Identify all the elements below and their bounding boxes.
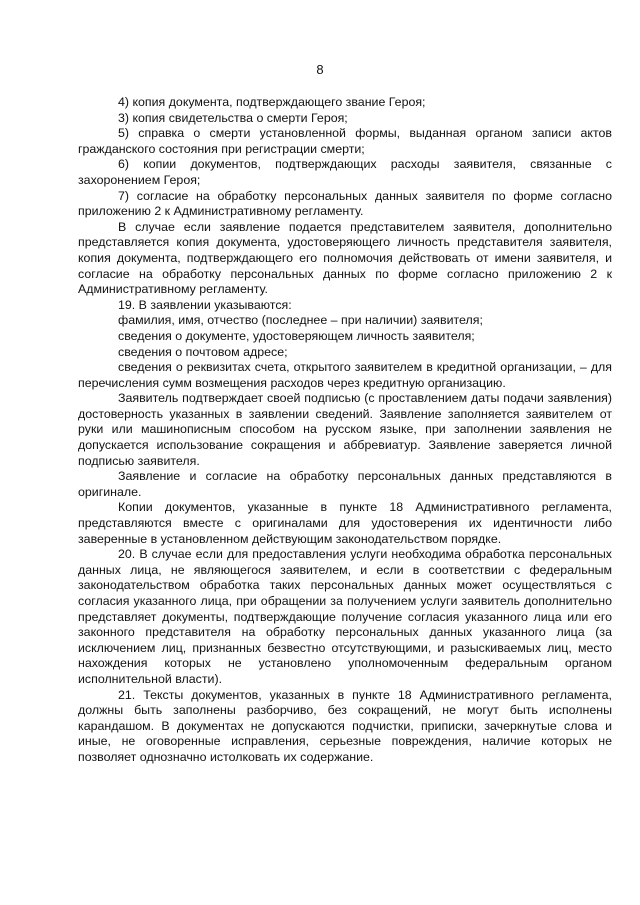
- paragraph-representative: В случае если заявление подается представителем заявителя, дополнительно представляется копия документа, удостоверяющего личность представителя заявителя, копия документа, подтверждающего его полномочия действовать от имени заявителя, и согласие на обработку персональных данных по форме согласно приложению 2 к Административному регламенту.: [78, 219, 612, 297]
- paragraph-postal-address: сведения о почтовом адресе;: [118, 344, 288, 359]
- paragraph-section-21: 21. Тексты документов, указанных в пункте 18 Административного регламента, должны быть заполнены разборчиво, без сокращений, не могут быть исполнены карандашом. В документах не допускаются подчистки, приписки, зачеркнутые слова и иные, не оговоренные исправления, серьезные повреждения, наличие которых не позволяет однозначно истолковать их содержание.: [78, 687, 612, 764]
- paragraph-original: Заявление и согласие на обработку персональных данных представляются в оригинале.: [78, 469, 612, 499]
- paragraph-item-4: 4) копия документа, подтверждающего звание Героя;: [118, 95, 426, 109]
- page-number: 8: [316, 62, 324, 77]
- paragraph-copies: Копии документов, указанные в пункте 18 Административного регламента, представляются вместе с оригиналами для удостоверения их идентичности либо заверенные в установленном действующим законодательством порядке.: [78, 500, 612, 546]
- paragraph-full-name: фамилия, имя, отчество (последнее – при наличии) заявителя;: [118, 313, 483, 328]
- paragraph-bank-account: сведения о реквизитах счета, открытого заявителем в кредитной организации, – для перечисления сумм возмещения расходов через кредитную организацию.: [78, 360, 612, 390]
- paragraph-signature: Заявитель подтверждает своей подписью (с проставлением даты подачи заявления) достоверность указанных в заявлении сведений. Заявление заполняется заявителем от руки или машинописным способом на русском языке, при заполнении заявления не допускается использование сокращения и аббревиатур. Заявление заверяется личной подписью заявителя.: [78, 391, 612, 468]
- paragraph-item-6: 6) копии документов, подтверждающих расходы заявителя, связанные с захоронением Героя;: [78, 157, 612, 187]
- paragraph-section-20: 20. В случае если для предоставления услуги необходима обработка персональных данных лица, не являющегося заявителем, и если в соответствии с федеральным законодательством обработка таких персональных данных может осуществляться с согласия указанного лица, при обращении за получением услуги заявитель дополнительно представляет документы, подтверждающие получение согласия указанного лица или его законного представителя на обработку персональных данных указанного лица (за исключением лиц, признанных безвестно отсутствующими, и разыскиваемых лиц, место нахождения которых не установлено уполномоченным федеральным органом исполнительной власти).: [78, 547, 612, 686]
- paragraph-item-7: 7) согласие на обработку персональных данных заявителя по форме согласно приложению 2 к Административному регламенту.: [78, 188, 612, 219]
- paragraph-section-19: 19. В заявлении указываются:: [118, 297, 292, 312]
- paragraph-item-3: 3) копия свидетельства о смерти Героя;: [118, 110, 348, 125]
- paragraph-item-5: 5) справка о смерти установленной формы, выданная органом записи актов гражданского состояния при регистрации смерти;: [78, 126, 612, 156]
- paragraph-id-document: сведения о документе, удостоверяющем личность заявителя;: [118, 328, 475, 343]
- document-body: [78, 95, 612, 766]
